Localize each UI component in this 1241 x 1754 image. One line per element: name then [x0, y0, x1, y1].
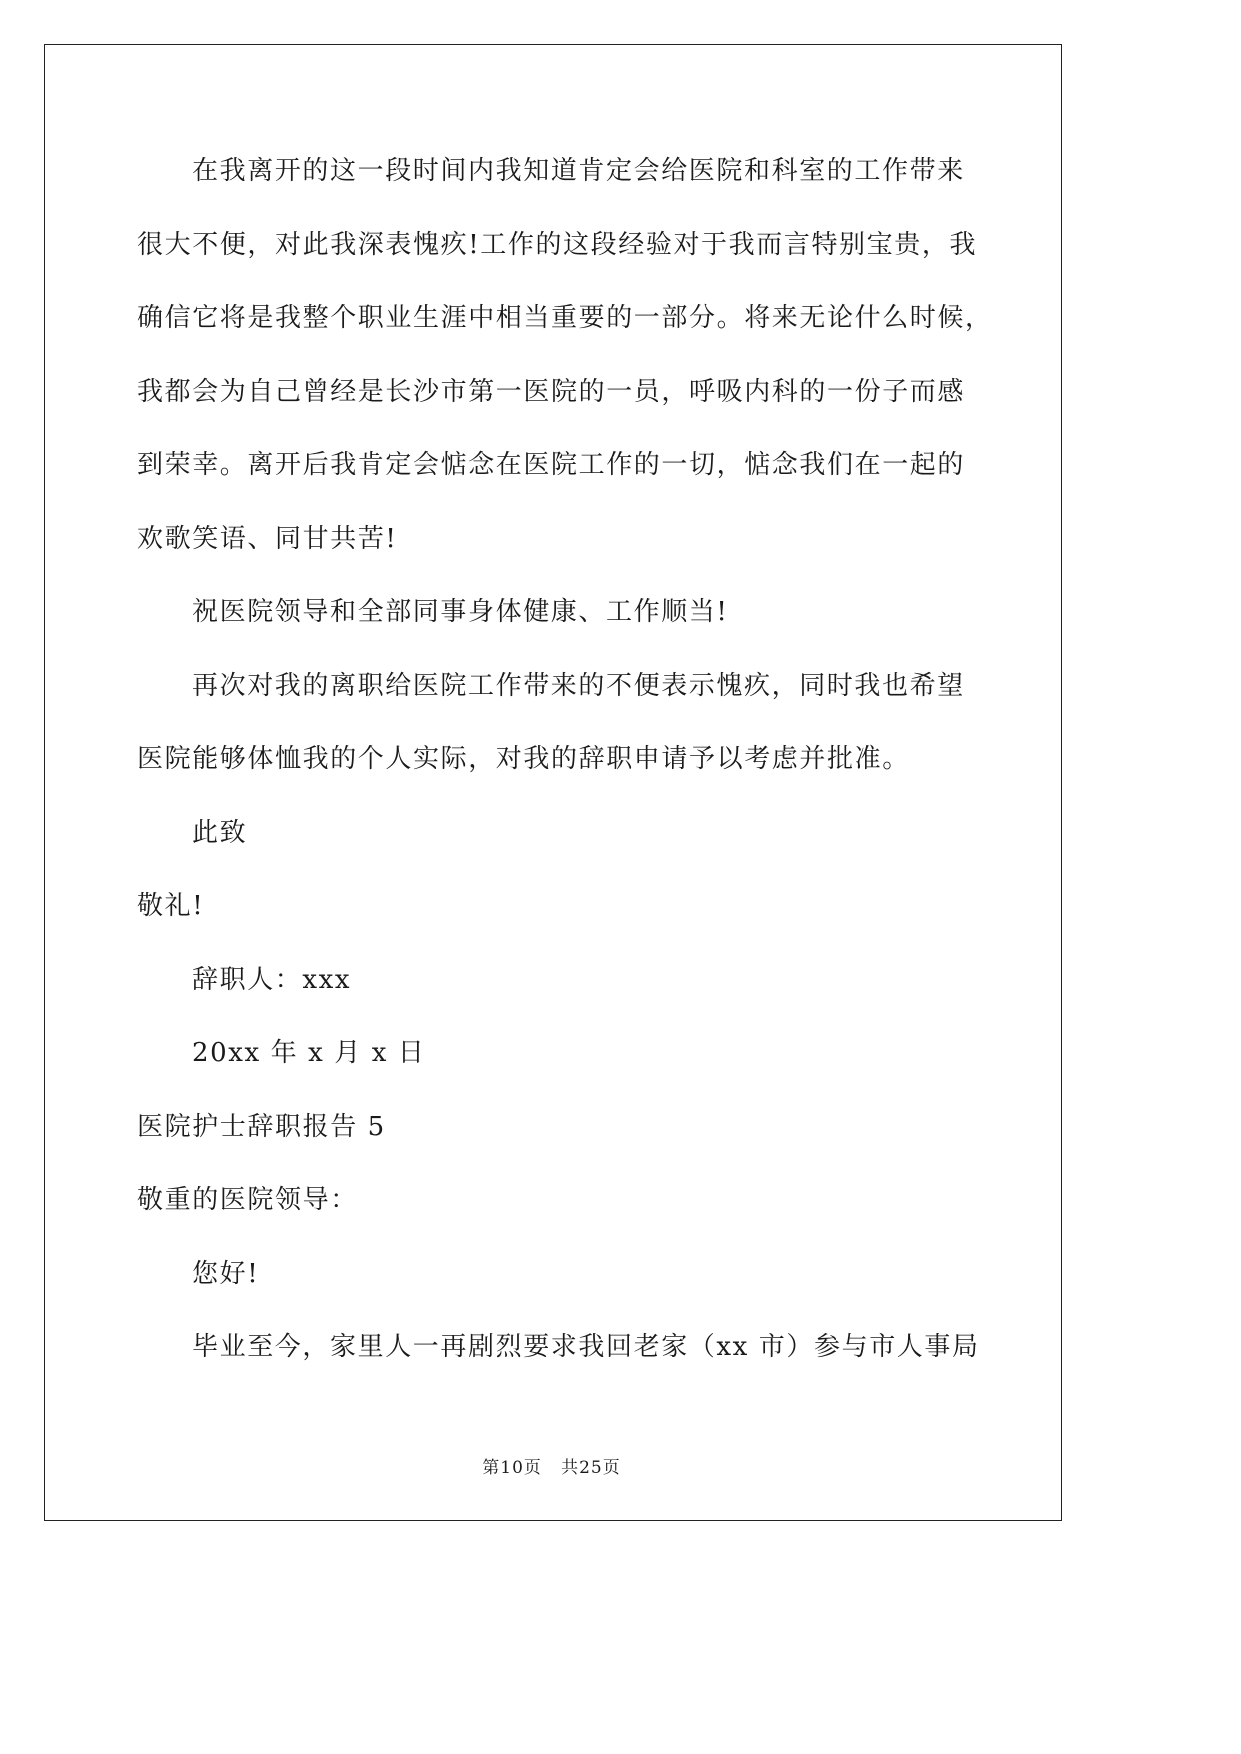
closing-salutation: 此致 [192, 817, 248, 848]
paragraph-line: 祝医院领导和全部同事身体健康、工作顺当! [192, 597, 729, 627]
paragraph-line: 我都会为自己曾经是长沙市第一医院的一员，呼吸内科的一份子而感 [137, 376, 966, 407]
paragraph-line: 欢歌笑语、同甘共苦! [137, 523, 398, 554]
paragraph-line: 毕业至今，家里人一再剧烈要求我回老家（xx 市）参与市人事局 [192, 1332, 980, 1362]
paragraph-line: 再次对我的离职给医院工作带来的不便表示愧疚，同时我也希望 [192, 670, 965, 701]
paragraph-line: 到荣幸。离开后我肯定会惦念在医院工作的一切，惦念我们在一起的 [137, 450, 966, 480]
closing-regards: 敬礼! [137, 891, 205, 921]
document-body [137, 148, 993, 1398]
paragraph-line: 确信它将是我整个职业生涯中相当重要的一部分。将来无论什么时候， [137, 303, 993, 333]
signature-date: 20xx 年 x 月 x 日 [192, 1038, 426, 1068]
paragraph-line: 在我离开的这一段时间内我知道肯定会给医院和科室的工作带来 [192, 156, 965, 186]
page-number-footer: 第10页 共25页 [482, 1458, 621, 1478]
paragraph-line: 医院能够体恤我的个人实际，对我的辞职申请予以考虑并批准。 [137, 744, 910, 774]
section-heading: 医院护士辞职报告 5 [137, 1111, 386, 1142]
signature-name: 辞职人：xxx [192, 964, 352, 995]
paragraph-line: 很大不便，对此我深表愧疚!工作的这段经验对于我而言特别宝贵，我 [137, 229, 978, 260]
letter-addressee: 敬重的医院领导： [137, 1185, 358, 1215]
letter-greeting: 您好! [192, 1258, 260, 1289]
